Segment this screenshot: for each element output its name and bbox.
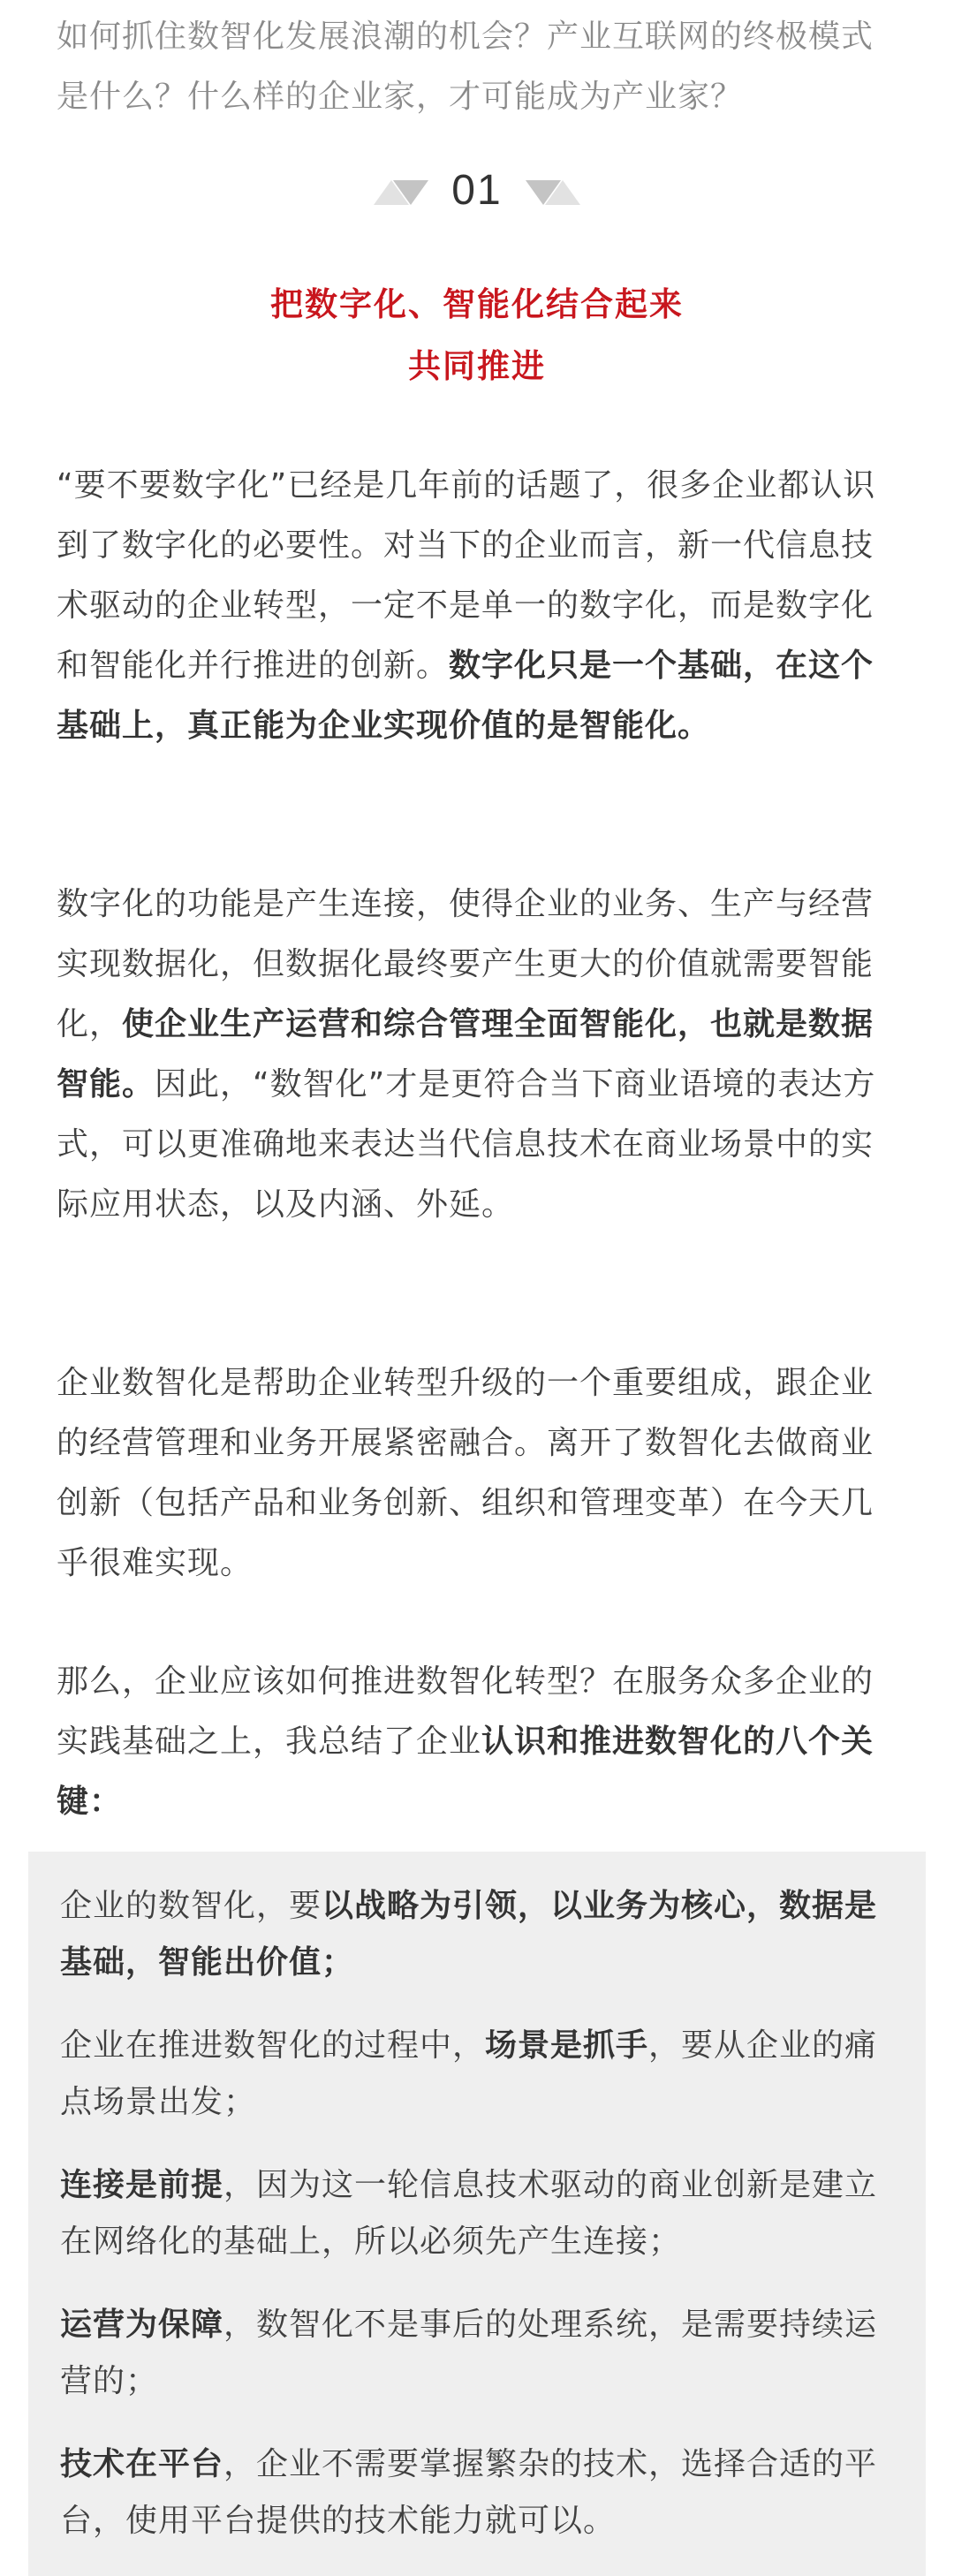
paragraph-4 [57,1652,896,1832]
key-point-bold: 以战略为引领，以业务为核心，数据是基础，智能出价值； [60,1888,878,1981]
paragraph-2 [57,875,896,1235]
paragraph-4-bold: 认识和推进数智化的八个关键： [57,1724,874,1820]
key-point-item [60,2436,899,2549]
triangle-right-icon [524,175,580,205]
key-point-post: ，因为这一轮信息技术驱动的商业创新是建立在网络化的基础上，所以必须先产生连接； [60,2167,878,2260]
intro-text: 如何抓住数智化发展浪潮的机会？产业互联网的终极模式是什么？什么样的企业家，才可能成为产业家？ [57,19,874,115]
key-point-post: ，数智化不是事后的处理系统，是需要持续运营的； [60,2307,878,2399]
paragraph-1 [57,456,896,756]
paragraph-2-bold: 使企业生产运营和综合管理全面智能化，也就是数据智能。 [57,1006,874,1102]
key-point-item [60,2157,899,2270]
section-title-line-1: 把数字化、智能化结合起来 [270,285,684,323]
key-point-post: ，企业不需要掌握繁杂的技术，选择合适的平台，使用平台提供的技术能力就可以。 [60,2446,878,2539]
triangle-left-icon [374,175,430,205]
paragraph-4-text: 那么，企业应该如何推进数智化转型？在服务众多企业的实践基础之上，我总结了企业 [57,1663,874,1760]
key-point-item [60,1878,899,1991]
section-number-header [0,159,954,221]
key-point-bold: 运营为保障 [60,2307,224,2343]
section-title-line-2: 共同推进 [408,347,546,385]
key-point-item [60,2297,899,2410]
key-point-pre: 企业在推进数智化的过程中， [60,2027,486,2064]
paragraph-3-text: 企业数智化是帮助企业转型升级的一个重要组成，跟企业的经营管理和业务开展紧密融合。离开了数智化去做商业创新（包括产品和业务创新、组织和管理变革）在今天几乎很难实现。 [57,1365,874,1581]
paragraph-1-bold: 数字化只是一个基础，在这个基础上，真正能为企业实现价值的是智能化。 [57,648,874,744]
paragraph-2-text-b: 因此，“数智化”才是更符合当下商业语境的表达方式，可以更准确地来表达当代信息技术在商业场景中的实际应用状态，以及内涵、外延。 [57,1066,876,1223]
paragraph-2-text-a: 数字化的功能是产生连接，使得企业的业务、生产与经营实现数据化，但数据化最终要产生更大的价值就需要智能化， [57,886,874,1042]
paragraph-1-text: “要不要数字化”已经是几年前的话题了，很多企业都认识到了数字化的必要性。对当下的企业而言，新一代信息技术驱动的企业转型，一定不是单一的数字化，而是数字化和智能化并行推进的创新。 [57,467,876,684]
section-number: 01 [451,166,503,214]
key-point-bold: 技术在平台 [60,2446,224,2482]
paragraph-3 [57,1353,896,1594]
key-point-bold: 连接是前提 [60,2167,224,2203]
key-point-bold: 场景是抓手 [485,2027,649,2064]
key-point-pre: 企业的数智化，要 [60,1888,322,1924]
key-point-item [60,2018,899,2131]
key-point-post: ，要从企业的痛点场景出发； [60,2027,878,2120]
key-points-box [28,1852,926,2576]
section-title [0,274,954,398]
